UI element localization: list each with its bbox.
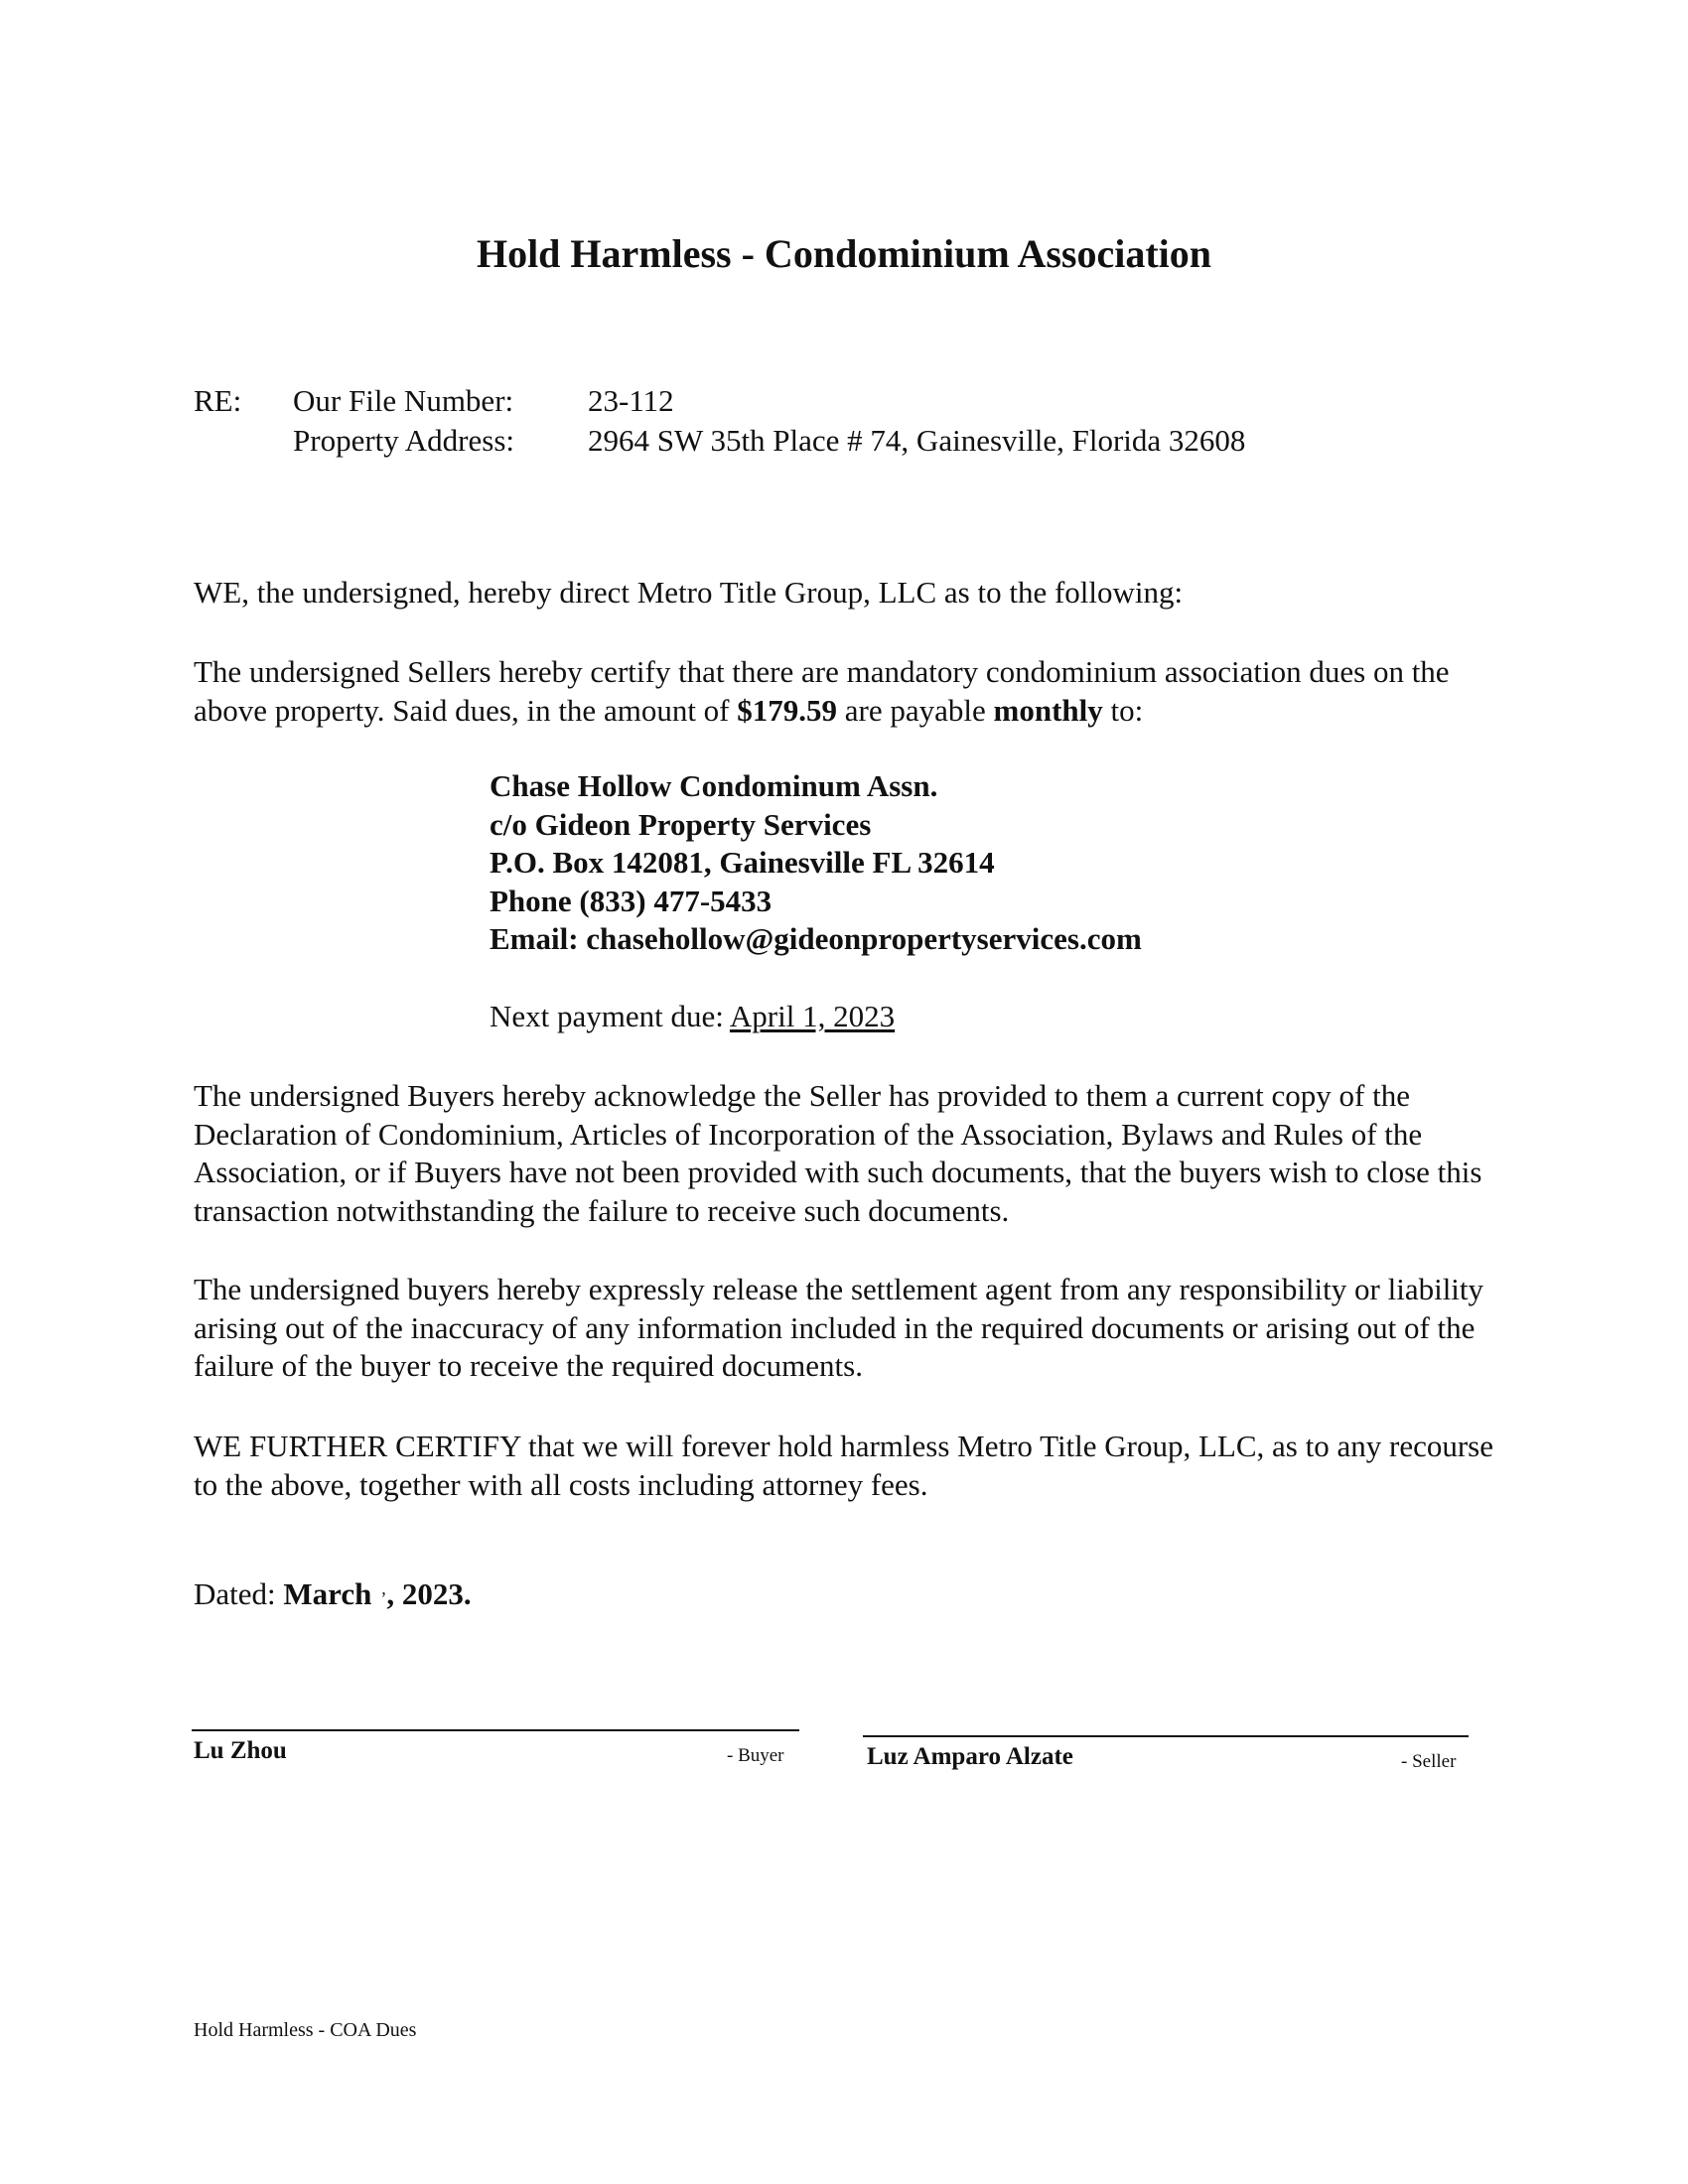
association-name: Chase Hollow Condominum Assn. [490, 768, 938, 803]
dated-label: Dated: [194, 1576, 284, 1611]
buyers-paragraph: The undersigned Buyers hereby acknowledge the Seller has provided to them a current copy of the Declaration of Condominium, Articles of Incorporation of the Association, Bylaws and Rules of the Association, or if Buyers have not been provided with such documents, that the buyers wish to close this transaction notwithstanding the failure to receive such documents. [194, 1078, 1482, 1228]
association-phone: Phone (833) 477-5433 [490, 883, 773, 918]
file-number-value: 23-112 [588, 383, 674, 418]
buyer-role: - Buyer [727, 1745, 784, 1766]
sellers-text-2: are payable [837, 692, 994, 728]
page-footer: Hold Harmless - COA Dues [194, 2019, 417, 2041]
seller-role: - Seller [1401, 1751, 1457, 1772]
re-label: RE: [194, 383, 242, 418]
intro-paragraph: WE, the undersigned, hereby direct Metro Title Group, LLC as to the following: [194, 575, 1184, 610]
sellers-paragraph [194, 653, 1484, 730]
buyer-signature-line[interactable] [192, 1729, 799, 1731]
document-title: Hold Harmless - Condominium Association [476, 231, 1212, 276]
sellers-text-1: The undersigned Sellers hereby certify that there are mandatory condominium association dues on the above property. Said dues, in the amount of [194, 654, 1450, 728]
dues-frequency: monthly [993, 692, 1103, 728]
dated-month: March [283, 1576, 372, 1611]
seller-name: Luz Amparo Alzate [867, 1743, 1073, 1770]
dated-day-mark: ʼ [371, 1588, 387, 1608]
association-block [490, 767, 1142, 959]
dated-line [194, 1576, 472, 1612]
next-payment [490, 999, 895, 1034]
release-paragraph: The undersigned buyers hereby expressly release the settlement agent from any responsibility or liability arising out of the inaccuracy of any information included in the required documents or arising out of the failure of the buyer to receive the required documents. [194, 1272, 1484, 1383]
association-email: Email: chasehollow@gideonpropertyservices.com [490, 921, 1142, 956]
next-payment-date: April 1, 2023 [729, 999, 896, 1033]
dues-amount: $179.59 [737, 692, 838, 728]
dated-year: , 2023. [386, 1576, 472, 1611]
buyer-name: Lu Zhou [194, 1737, 287, 1764]
property-address-value: 2964 SW 35th Place # 74, Gainesville, Florida 32608 [588, 423, 1246, 458]
sellers-text-3: to: [1102, 692, 1144, 728]
association-care-of: c/o Gideon Property Services [490, 806, 872, 842]
next-payment-label: Next payment due: [490, 999, 730, 1033]
seller-signature-line[interactable] [863, 1735, 1469, 1737]
association-address: P.O. Box 142081, Gainesville FL 32614 [490, 845, 995, 880]
property-address-label: Property Address: [293, 423, 515, 458]
file-number-label: Our File Number: [293, 383, 514, 418]
further-certify-paragraph: WE FURTHER CERTIFY that we will forever hold harmless Metro Title Group, LLC, as to any recourse to the above, together with all costs including attorney fees. [194, 1429, 1493, 1502]
